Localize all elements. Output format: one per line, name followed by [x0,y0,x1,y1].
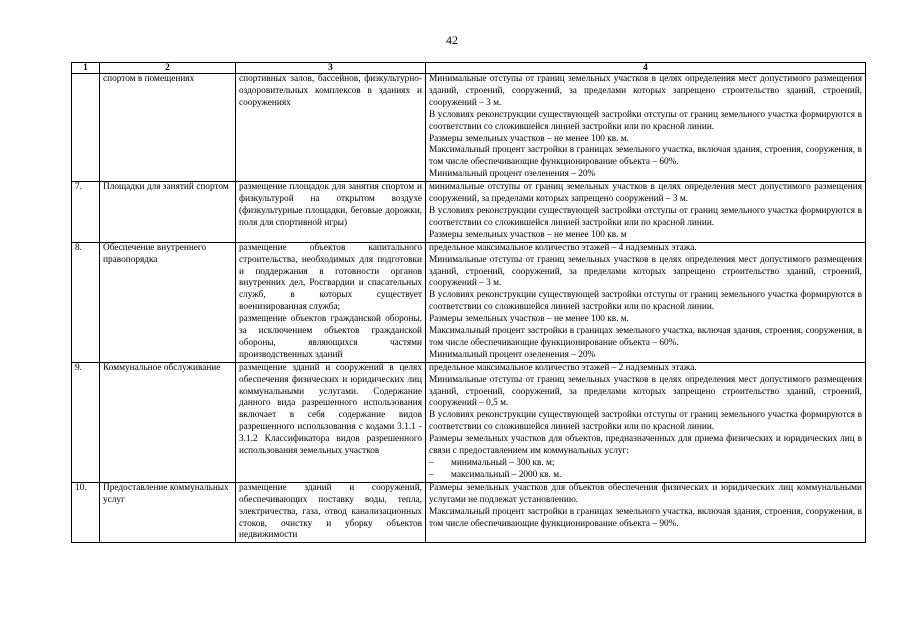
use-type-name: спортом в помещениях [100,74,236,182]
parameter-text: предельное максимальное количество этажей – 2 надземных этажа. [429,362,697,373]
parameter-text: Минимальный процент озеленения – 20% [429,349,596,360]
parameter-text: В условиях реконструкции существующей застройки отступы от границ земельного участка формируются в соответствии со сложившейся линией застройки или по красной линии. [429,109,862,132]
use-type-name: Предоставление коммунальных услуг [100,482,236,543]
row-number: 7. [72,182,100,243]
use-parameters [426,362,866,482]
use-type-name: Площадки для занятий спортом [100,182,236,243]
use-parameters [426,74,866,182]
use-description-text: размещение объектов гражданской обороны, за исключением объектов гражданской обороны, являющихся частями производственных зданий [239,314,422,360]
parameter-text: В условиях реконструкции существующей застройки отступы от границ земельного участка формируются в соответствии со сложившейся линией застройки или по красной линии. [429,290,862,313]
table-row [72,242,866,362]
list-dash: – [429,458,434,468]
row-number: 10. [72,482,100,543]
land-use-regulations-table [71,62,866,543]
parameter-text: минимальные отступы от границ земельных участков в целях определения мест допустимого размещения сооружений, за пределами которых запрещено сооружений – 3 м. [429,182,862,205]
parameter-text: Максимальный процент застройки в границах земельного участка, включая здания, строения, сооружения, в том числе обеспечивающие функционирование объекта – 60%. [429,326,862,348]
table-row [72,182,866,243]
column-header-2: 2 [100,63,236,74]
use-parameters [426,242,866,362]
parameter-text: Размеры земельных участков для объектов, предназначенных для приема физических и юридических лиц в связи с предоставлением им коммунальных услуг: [429,434,862,457]
row-number [72,74,100,182]
list-item [429,458,862,470]
parameter-text: предельное максимальное количество этажей – 4 надземных этажа. [429,242,697,253]
use-description-text: размещение объектов капитального строительства, необходимых для подготовки и поддержания в готовности органов внутренних дел, Росгвардии и спасательных служб, в которых существует военизированная служба; [239,242,422,313]
column-header-3: 3 [236,63,426,74]
use-parameters [426,182,866,243]
parameter-text: Минимальный процент озеленения – 20% [429,169,596,180]
table-row [72,482,866,543]
row-number: 9. [72,362,100,482]
header-row [72,63,866,74]
use-description: спортивных залов, бассейнов, физкультурно-оздоровительных комплексов в зданиях и сооружениях [236,74,426,182]
use-description: размещение зданий и сооружений в целях обеспечения физических и юридических лиц коммунальными услугами. Содержание данного вида разрешенного использования включает в себя содержание видов разрешенного использования с кодами 3.1.1 - 3.1.2 Классификатора видов разрешенного использования земельных участков [236,362,426,482]
parameter-text: Минимальные отступы от границ земельных участков в целях определения мест допустимого размещения зданий, строений, сооружений, за пределами которых запрещено строительство зданий, строений, сооружений – 3 м. [429,254,862,289]
parameter-text: Минимальные отступы от границ земельных участков в целях определения мест допустимого размещения зданий, строений, сооружений, за пределами которых запрещено строительство зданий, строений, сооружений – 3 м. [429,74,862,108]
table-row [72,74,866,182]
parameter-text: Максимальный процент застройки в границах земельного участка, включая здания, строения, сооружения, в том числе обеспечивающие функционирование объекта – 90%. [429,506,862,529]
parameter-text: Размеры земельных участков – не менее 100 кв. м [429,229,627,240]
parameter-text: Максимальный процент застройки в границах земельного участка, включая здания, строения, сооружения, в том числе обеспечивающие функционирование объекта – 60%. [429,145,862,168]
list-item-text: максимальный – 2000 кв. м. [451,469,562,480]
column-header-4: 4 [426,63,866,74]
parameter-text: В условиях реконструкции существующей застройки отступы от границ земельного участка формируются в соответствии со сложившейся линией застройки или по красной линии. [429,205,862,228]
list-dash: – [429,469,434,480]
use-type-name: Коммунальное обслуживание [100,362,236,482]
use-parameters [426,482,866,543]
page-number: 42 [446,33,458,47]
row-number: 8. [72,242,100,362]
parameter-text: Минимальные отступы от границ земельных участков в целях определения мест допустимого размещения зданий, строений, сооружений, за пределами которых запрещено строительство зданий, строений, сооружений – 0,5 м. [429,374,862,409]
table-row [72,362,866,482]
parameter-text: Размеры земельных участков – не менее 100 кв. м. [429,314,629,325]
list-item [429,470,862,482]
parameter-text: В условиях реконструкции существующей застройки отступы от границ земельного участка формируются в соответствии со сложившейся линией застройки или по красной линии. [429,410,862,433]
use-description: размещение зданий и сооружений, обеспечивающих поставку воды, тепла, электричества, газа, отвод канализационных стоков, очистку и уборку объектов недвижимости [236,482,426,543]
parameter-text: Размеры земельных участков – не менее 100 кв. м. [429,133,629,144]
use-description [236,242,426,362]
use-description: размещение площадок для занятия спортом и физкультурой на открытом воздухе (физкультурные площадки, беговые дорожки, поля для спортивной игры) [236,182,426,243]
parameter-text: Размеры земельных участков для объектов обеспечения физических и юридических лиц коммунальными услугами не подлежат установлению. [429,482,862,505]
column-header-1: 1 [72,63,100,74]
list-item-text: минимальный – 300 кв. м; [451,458,555,468]
use-type-name: Обеспечение внутреннего правопорядка [100,242,236,362]
